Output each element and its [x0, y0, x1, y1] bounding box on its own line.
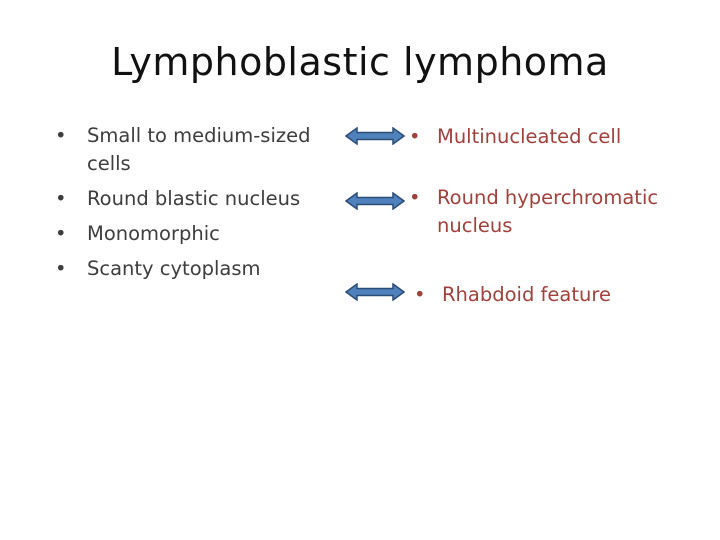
bullet-icon: • — [55, 187, 67, 210]
right-list-item — [405, 123, 720, 151]
left-list-item — [51, 185, 351, 213]
bullet-icon: • — [409, 125, 421, 148]
bullet-icon: • — [414, 283, 426, 306]
right-item-text: Multinucleated cell — [437, 125, 622, 148]
bullet-icon: • — [55, 257, 67, 280]
bullet-icon: • — [55, 124, 67, 147]
left-list-item — [51, 220, 351, 248]
left-item-text: Scanty cytoplasm — [87, 257, 261, 280]
left-item-text: Monomorphic — [87, 222, 220, 245]
right-list-item — [405, 184, 717, 240]
left-list-item — [51, 122, 351, 178]
left-item-text: Round blastic nucleus — [87, 187, 301, 210]
right-item-text: Round hyperchromatic nucleus — [437, 186, 659, 237]
double-headed-arrow-icon — [345, 283, 405, 301]
double-headed-arrow-icon — [345, 127, 405, 145]
right-item-text: Rhabdoid feature — [442, 283, 611, 306]
bullet-icon: • — [55, 222, 67, 245]
bullet-icon: • — [409, 186, 421, 209]
left-list-item — [51, 255, 351, 283]
left-item-text: Small to medium-sized cells — [87, 124, 311, 175]
left-bullet-list — [51, 122, 351, 290]
right-list-item — [410, 281, 720, 309]
slide-title: Lymphoblastic lymphoma — [111, 40, 609, 84]
double-headed-arrow-icon — [345, 192, 405, 210]
